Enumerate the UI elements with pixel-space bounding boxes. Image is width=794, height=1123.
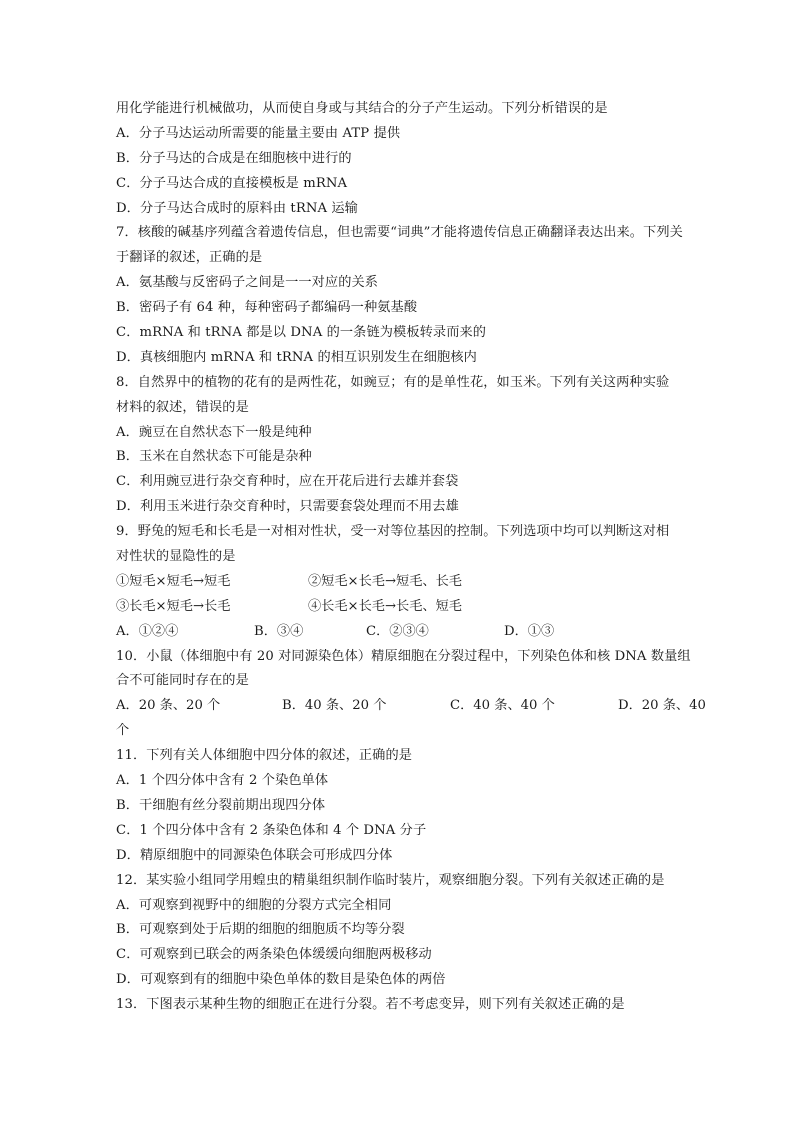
q9-cross-2: ②短毛×长毛→短毛、长毛 — [308, 573, 462, 589]
q9-cross-row-2 — [116, 595, 716, 620]
q6-option-a: A．分子马达运动所需要的能量主要由 ATP 提供 — [116, 125, 401, 141]
q9-cross-1: ①短毛×短毛→短毛 — [116, 573, 231, 589]
q6-option-c: C．分子马达合成的直接模板是 mRNA — [116, 175, 348, 191]
q11-option-b: B．干细胞有丝分裂前期出现四分体 — [116, 797, 326, 813]
q12-option-b: B．可观察到处于后期的细胞的细胞质不均等分裂 — [116, 922, 405, 938]
q11-option-c: C．1 个四分体中含有 2 条染色体和 4 个 DNA 分子 — [116, 822, 427, 838]
q10-option-d-wrap: 个 — [116, 723, 130, 739]
q9-option-c: C．②③④ — [366, 623, 429, 639]
q10-stem-line2: 合不可能同时存在的是 — [116, 673, 249, 689]
q10-option-a: A．20 条、20 个 — [116, 698, 221, 714]
q8-option-a: A．豌豆在自然状态下一般是纯种 — [116, 424, 312, 440]
q12-option-c: C．可观察到已联会的两条染色体缓缓向细胞两极移动 — [116, 947, 432, 963]
q10-stem-line1: 10．小鼠（体细胞中有 20 对同源染色体）精原细胞在分裂过程中，下列染色体和核 DNA 数量组 — [116, 648, 691, 664]
q12-option-d: D．可观察到有的细胞中染色单体的数目是染色体的两倍 — [116, 972, 446, 988]
q6-option-b: B．分子马达的合成是在细胞核中进行的 — [116, 150, 352, 166]
q7-stem-line2: 于翻译的叙述，正确的是 — [116, 250, 263, 266]
q11-option-a: A．1 个四分体中含有 2 个染色单体 — [116, 773, 329, 789]
q10-option-b: B．40 条、20 个 — [282, 698, 387, 714]
q10-options-row — [116, 694, 716, 719]
q11-option-d: D．精原细胞中的同源染色体联会可形成四分体 — [116, 847, 393, 863]
q8-option-b: B．玉米在自然状态下可能是杂种 — [116, 449, 312, 465]
q7-option-a: A．氨基酸与反密码子之间是一一对应的关系 — [116, 275, 379, 291]
q8-option-c: C．利用豌豆进行杂交育种时，应在开花后进行去雄并套袋 — [116, 474, 459, 490]
q9-option-b: B．③④ — [254, 623, 304, 639]
q9-stem-line1: 9．野兔的短毛和长毛是一对相对性状，受一对等位基因的控制。下列选项中均可以判断这对相 — [116, 524, 670, 540]
q9-cross-4: ④长毛×长毛→长毛、短毛 — [308, 598, 462, 614]
q11-stem: 11．下列有关人体细胞中四分体的叙述，正确的是 — [116, 748, 413, 764]
q13-stem: 13．下图表示某种生物的细胞正在进行分裂。若不考虑变异，则下列有关叙述正确的是 — [116, 997, 625, 1013]
q8-option-d: D．利用玉米进行杂交育种时，只需要套袋处理而不用去雄 — [116, 499, 459, 515]
q6-option-d: D．分子马达合成时的原料由 tRNA 运输 — [116, 200, 358, 216]
q6-stem: 用化学能进行机械做功，从而使自身或与其结合的分子产生运动。下列分析错误的是 — [116, 101, 608, 116]
q9-cross-3: ③长毛×短毛→长毛 — [116, 598, 231, 614]
q7-option-d: D．真核细胞内 mRNA 和 tRNA 的相互识别发生在细胞核内 — [116, 349, 477, 365]
q9-options-row — [116, 620, 716, 645]
q9-stem-line2: 对性状的显隐性的是 — [116, 549, 236, 565]
q8-stem-line1: 8．自然界中的植物的花有的是两性花，如豌豆；有的是单性花，如玉米。下列有关这两种实验 — [116, 374, 670, 390]
question-list — [116, 97, 716, 1018]
q7-option-c: C．mRNA 和 tRNA 都是以 DNA 的一条链为模板转录而来的 — [116, 325, 487, 341]
q12-stem: 12．某实验小组同学用蝗虫的精巢组织制作临时装片，观察细胞分裂。下列有关叙述正确的是 — [116, 872, 665, 888]
q9-option-d: D．①③ — [504, 623, 555, 639]
q10-option-d: D．20 条、40 — [618, 698, 706, 714]
q7-option-b: B．密码子有 64 种，每种密码子都编码一种氨基酸 — [116, 300, 418, 316]
q9-option-a: A．①②④ — [116, 623, 179, 639]
q7-stem-line1: 7．核酸的碱基序列蕴含着遗传信息，但也需要“词典”才能将遗传信息正确翻译表达出来。下列关 — [116, 225, 683, 241]
q9-cross-row-1 — [116, 570, 716, 595]
q8-stem-line2: 材料的叙述，错误的是 — [116, 399, 249, 415]
q10-option-c: C．40 条、40 个 — [450, 698, 555, 714]
q12-option-a: A．可观察到视野中的细胞的分裂方式完全相同 — [116, 897, 392, 913]
